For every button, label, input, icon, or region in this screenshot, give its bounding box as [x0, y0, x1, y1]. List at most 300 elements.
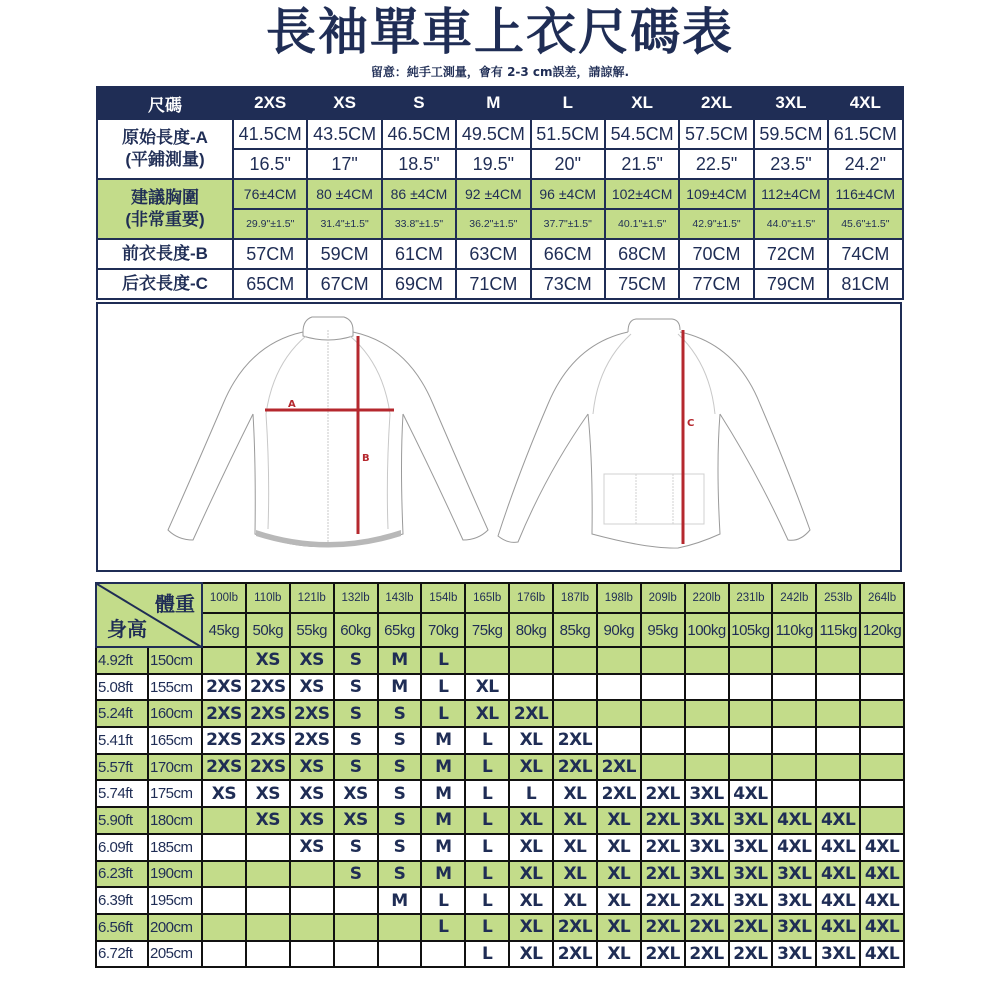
recommended-size-cell: 2XL — [729, 941, 773, 968]
height-ft: 5.24ft — [96, 700, 148, 727]
height-cm: 165cm — [148, 727, 202, 754]
weight-lb-header: 100lb — [202, 583, 246, 613]
weight-lb-header: 242lb — [772, 583, 816, 613]
recommended-size-cell — [290, 887, 334, 914]
back-c-value: 73CM — [531, 269, 605, 299]
recommended-size-cell — [860, 754, 904, 781]
weight-lb-header: 176lb — [509, 583, 553, 613]
length-a-inch: 18.5" — [382, 149, 456, 179]
recommended-size-cell: 4XL — [860, 861, 904, 888]
weight-kg-header: 80kg — [509, 613, 553, 647]
recommended-size-cell: XS — [290, 754, 334, 781]
weight-kg-header: 45kg — [202, 613, 246, 647]
height-ft: 6.56ft — [96, 914, 148, 941]
height-cm: 160cm — [148, 700, 202, 727]
recommended-size-cell — [641, 700, 685, 727]
recommended-size-cell: 2XL — [641, 914, 685, 941]
recommended-size-cell: XS — [334, 780, 378, 807]
recommended-size-cell: XS — [290, 674, 334, 701]
length-a-cm: 49.5CM — [456, 119, 530, 149]
recommended-size-cell: 2XL — [553, 941, 597, 968]
recommended-size-cell: 3XL — [685, 807, 729, 834]
height-cm: 170cm — [148, 754, 202, 781]
recommended-size-cell: XS — [202, 780, 246, 807]
recommended-size-cell: XL — [553, 861, 597, 888]
recommended-size-cell: L — [465, 780, 509, 807]
recommended-size-cell: S — [334, 700, 378, 727]
length-a-inch: 19.5" — [456, 149, 530, 179]
recommended-size-cell — [641, 727, 685, 754]
recommended-size-cell: M — [378, 674, 422, 701]
recommended-size-cell: S — [334, 861, 378, 888]
weight-lb-header: 132lb — [334, 583, 378, 613]
height-cm: 200cm — [148, 914, 202, 941]
recommended-size-cell: 2XL — [641, 861, 685, 888]
size-2xs: 2XS — [233, 87, 307, 119]
recommended-size-cell — [816, 727, 860, 754]
weight-kg-row — [96, 613, 904, 647]
recommended-size-cell: S — [378, 834, 422, 861]
chest-cm: 116±4CM — [828, 179, 902, 209]
recommended-size-cell: 3XL — [772, 887, 816, 914]
recommended-size-cell — [641, 647, 685, 674]
chest-label-line1: 建議胸圍 — [131, 188, 199, 207]
recommended-size-cell: 3XL — [772, 861, 816, 888]
length-a-cm: 51.5CM — [531, 119, 605, 149]
recommended-size-cell: S — [378, 780, 422, 807]
recommended-size-cell: 2XS — [202, 674, 246, 701]
recommended-size-cell: M — [421, 861, 465, 888]
weight-kg-header: 95kg — [641, 613, 685, 647]
recommended-size-cell: M — [378, 887, 422, 914]
recommended-size-cell: S — [334, 834, 378, 861]
height-cm: 185cm — [148, 834, 202, 861]
weight-lb-header: 121lb — [290, 583, 334, 613]
length-a-label-line1: 原始長度-A — [122, 128, 208, 147]
weight-kg-header: 100kg — [685, 613, 729, 647]
back-c-value: 75CM — [605, 269, 679, 299]
back-jersey-icon — [498, 319, 810, 548]
recommended-size-cell — [290, 914, 334, 941]
recommended-size-cell: L — [421, 914, 465, 941]
recommended-size-cell — [641, 674, 685, 701]
recommended-size-cell — [685, 700, 729, 727]
recommended-size-cell: 2XL — [641, 941, 685, 968]
length-a-cm-row — [97, 119, 903, 149]
recommended-size-cell: 3XL — [729, 807, 773, 834]
recommended-size-cell: 3XL — [816, 941, 860, 968]
height-ft: 5.41ft — [96, 727, 148, 754]
chest-cm: 92 ±4CM — [456, 179, 530, 209]
recommended-size-cell: 3XL — [772, 914, 816, 941]
recommended-size-cell: 2XL — [553, 754, 597, 781]
recommended-size-cell: XS — [290, 647, 334, 674]
chest-inch: 44.0"±1.5" — [754, 209, 828, 239]
recommended-size-cell: XL — [597, 834, 641, 861]
height-row — [96, 700, 904, 727]
height-ft: 6.23ft — [96, 861, 148, 888]
weight-lb-header: 154lb — [421, 583, 465, 613]
recommended-size-cell: XL — [465, 700, 509, 727]
size-m: M — [456, 87, 530, 119]
back-c-value: 81CM — [828, 269, 902, 299]
chest-label-line2: (非常重要) — [125, 210, 205, 229]
chest-cm: 102±4CM — [605, 179, 679, 209]
recommended-size-cell — [597, 674, 641, 701]
chest-cm: 109±4CM — [679, 179, 753, 209]
recommended-size-cell: 4XL — [816, 887, 860, 914]
recommended-size-cell: S — [378, 807, 422, 834]
recommended-size-cell: 2XL — [553, 914, 597, 941]
recommended-size-cell — [202, 834, 246, 861]
recommended-size-cell — [202, 861, 246, 888]
recommended-size-cell — [597, 700, 641, 727]
recommended-size-cell — [246, 861, 290, 888]
recommended-size-cell — [860, 700, 904, 727]
front-b-value: 66CM — [531, 239, 605, 269]
recommended-size-cell: XL — [509, 754, 553, 781]
recommended-size-cell — [772, 647, 816, 674]
size-s: S — [382, 87, 456, 119]
recommended-size-cell: S — [378, 754, 422, 781]
recommended-size-cell: XL — [597, 914, 641, 941]
recommended-size-cell — [641, 754, 685, 781]
recommended-size-cell: S — [334, 754, 378, 781]
recommended-size-cell: 2XS — [246, 754, 290, 781]
weight-kg-header: 105kg — [729, 613, 773, 647]
back-c-value: 69CM — [382, 269, 456, 299]
height-row — [96, 674, 904, 701]
length-a-inch: 24.2" — [828, 149, 902, 179]
recommended-size-cell — [729, 700, 773, 727]
recommended-size-cell — [685, 727, 729, 754]
height-ft: 5.90ft — [96, 807, 148, 834]
weight-lb-row — [96, 583, 904, 613]
recommended-size-cell — [509, 647, 553, 674]
recommended-size-cell: S — [378, 727, 422, 754]
height-cm: 205cm — [148, 941, 202, 968]
recommended-size-cell — [685, 647, 729, 674]
recommended-size-cell: 4XL — [729, 780, 773, 807]
recommended-size-cell — [860, 647, 904, 674]
recommended-size-cell — [729, 754, 773, 781]
recommended-size-cell — [246, 941, 290, 968]
recommended-size-cell: XL — [597, 861, 641, 888]
chest-inch: 36.2"±1.5" — [456, 209, 530, 239]
chest-label — [97, 179, 233, 239]
recommended-size-cell: L — [421, 700, 465, 727]
recommended-size-cell: XL — [553, 834, 597, 861]
recommended-size-cell: 4XL — [860, 941, 904, 968]
recommended-size-cell — [202, 647, 246, 674]
weight-kg-header: 110kg — [772, 613, 816, 647]
recommended-size-cell: XL — [509, 807, 553, 834]
recommended-size-cell: XS — [290, 834, 334, 861]
recommended-size-cell — [509, 674, 553, 701]
chest-cm: 112±4CM — [754, 179, 828, 209]
recommended-size-cell: XL — [509, 887, 553, 914]
recommended-size-cell: L — [421, 647, 465, 674]
recommended-size-cell: 2XL — [509, 700, 553, 727]
back-c-label: 后衣長度-C — [97, 269, 233, 299]
recommended-size-cell: XS — [246, 780, 290, 807]
length-a-label — [97, 119, 233, 179]
size-4xl: 4XL — [828, 87, 902, 119]
recommended-size-cell: 4XL — [860, 887, 904, 914]
recommended-size-cell: M — [421, 780, 465, 807]
recommended-size-cell: 2XS — [202, 727, 246, 754]
recommended-size-cell: 2XL — [685, 887, 729, 914]
height-row — [96, 834, 904, 861]
recommended-size-cell — [290, 861, 334, 888]
back-c-value: 79CM — [754, 269, 828, 299]
length-a-cm: 61.5CM — [828, 119, 902, 149]
recommended-size-cell: 3XL — [729, 861, 773, 888]
jersey-illustration — [96, 302, 902, 572]
recommended-size-cell: XL — [465, 674, 509, 701]
recommended-size-cell — [597, 727, 641, 754]
recommended-size-cell: L — [465, 861, 509, 888]
recommended-size-cell: XL — [509, 727, 553, 754]
height-ft: 5.57ft — [96, 754, 148, 781]
length-a-cm: 41.5CM — [233, 119, 307, 149]
measurement-table — [96, 86, 904, 300]
recommended-size-cell: S — [334, 674, 378, 701]
recommended-size-cell — [860, 674, 904, 701]
recommended-size-cell — [378, 914, 422, 941]
height-ft: 6.39ft — [96, 887, 148, 914]
front-jersey-icon — [168, 317, 488, 547]
recommended-size-cell: XS — [290, 807, 334, 834]
weight-lb-header: 110lb — [246, 583, 290, 613]
recommended-size-cell — [816, 647, 860, 674]
size-xl: XL — [605, 87, 679, 119]
recommended-size-cell: S — [378, 861, 422, 888]
recommended-size-cell: XL — [597, 807, 641, 834]
length-a-inch: 20" — [531, 149, 605, 179]
recommended-size-cell: L — [509, 780, 553, 807]
height-row — [96, 727, 904, 754]
recommended-size-cell: L — [421, 887, 465, 914]
recommended-size-cell: 4XL — [860, 914, 904, 941]
chest-cm: 76±4CM — [233, 179, 307, 209]
weight-lb-header: 220lb — [685, 583, 729, 613]
weight-kg-header: 75kg — [465, 613, 509, 647]
height-row — [96, 754, 904, 781]
length-a-cm: 46.5CM — [382, 119, 456, 149]
recommended-size-cell — [553, 700, 597, 727]
recommended-size-cell — [860, 807, 904, 834]
recommended-size-cell: S — [334, 727, 378, 754]
weight-lb-header: 209lb — [641, 583, 685, 613]
height-row — [96, 941, 904, 968]
height-axis-label: 身高 — [107, 617, 147, 641]
height-row — [96, 647, 904, 674]
label-a: A — [288, 399, 296, 410]
weight-lb-header: 143lb — [378, 583, 422, 613]
recommended-size-cell: S — [334, 647, 378, 674]
recommended-size-cell — [290, 941, 334, 968]
recommended-size-cell: 2XL — [685, 941, 729, 968]
recommended-size-cell: XS — [290, 780, 334, 807]
recommended-size-cell — [860, 780, 904, 807]
weight-kg-header: 85kg — [553, 613, 597, 647]
recommended-size-cell — [553, 647, 597, 674]
length-a-inch: 17" — [307, 149, 381, 179]
recommended-size-cell: S — [378, 700, 422, 727]
recommended-size-cell — [772, 674, 816, 701]
recommended-size-cell: L — [421, 674, 465, 701]
recommended-size-cell: 2XL — [641, 834, 685, 861]
recommended-size-cell: L — [465, 914, 509, 941]
chest-cm: 86 ±4CM — [382, 179, 456, 209]
weight-kg-header: 90kg — [597, 613, 641, 647]
measurement-note: 留意：純手工測量，會有 2-3 cm誤差，請諒解. — [370, 65, 630, 79]
recommended-size-cell: 2XL — [641, 780, 685, 807]
weight-kg-header: 70kg — [421, 613, 465, 647]
recommended-size-cell: 4XL — [772, 834, 816, 861]
recommended-size-cell: 2XS — [246, 674, 290, 701]
chest-inch: 45.6"±1.5" — [828, 209, 902, 239]
front-b-value: 59CM — [307, 239, 381, 269]
recommended-size-cell: 4XL — [816, 914, 860, 941]
recommended-size-cell: 2XL — [641, 887, 685, 914]
height-cm: 190cm — [148, 861, 202, 888]
recommended-size-cell — [729, 727, 773, 754]
recommended-size-cell: 2XS — [202, 754, 246, 781]
back-c-value: 77CM — [679, 269, 753, 299]
recommended-size-cell: 4XL — [772, 807, 816, 834]
recommended-size-cell — [246, 834, 290, 861]
label-b: B — [362, 453, 370, 464]
chest-cm-row — [97, 179, 903, 209]
jersey-diagram-svg — [98, 304, 900, 570]
front-b-value: 74CM — [828, 239, 902, 269]
recommended-size-cell: 2XS — [246, 700, 290, 727]
back-c-value: 67CM — [307, 269, 381, 299]
weight-axis-label: 體重 — [155, 592, 195, 616]
recommended-size-cell — [553, 674, 597, 701]
front-b-value: 61CM — [382, 239, 456, 269]
front-b-value: 68CM — [605, 239, 679, 269]
height-row — [96, 914, 904, 941]
height-row — [96, 807, 904, 834]
length-a-inch: 16.5" — [233, 149, 307, 179]
recommended-size-cell: XS — [246, 807, 290, 834]
chest-inch: 42.9"±1.5" — [679, 209, 753, 239]
size-header-label: 尺碼 — [97, 87, 233, 119]
recommended-size-cell: M — [378, 647, 422, 674]
recommended-size-cell: XL — [553, 807, 597, 834]
recommended-size-cell — [246, 887, 290, 914]
chest-inch: 31.4"±1.5" — [307, 209, 381, 239]
chest-inch: 33.8"±1.5" — [382, 209, 456, 239]
recommended-size-cell: M — [421, 754, 465, 781]
recommended-size-cell: XL — [509, 941, 553, 968]
label-c: C — [687, 418, 695, 429]
recommended-size-cell: 4XL — [816, 807, 860, 834]
recommended-size-cell: XL — [597, 887, 641, 914]
size-xs: XS — [307, 87, 381, 119]
weight-kg-header: 65kg — [378, 613, 422, 647]
recommended-size-cell: L — [465, 941, 509, 968]
recommended-size-cell: 2XL — [553, 727, 597, 754]
recommended-size-cell: 4XL — [860, 834, 904, 861]
recommended-size-cell — [772, 754, 816, 781]
recommended-size-cell — [421, 941, 465, 968]
length-a-inch: 22.5" — [679, 149, 753, 179]
chest-inch: 29.9"±1.5" — [233, 209, 307, 239]
recommended-size-cell: XL — [597, 941, 641, 968]
length-a-inch: 21.5" — [605, 149, 679, 179]
height-cm: 150cm — [148, 647, 202, 674]
height-cm: 175cm — [148, 780, 202, 807]
recommended-size-cell — [816, 700, 860, 727]
recommended-size-cell: L — [465, 807, 509, 834]
recommended-size-cell: XL — [509, 861, 553, 888]
recommended-size-cell: 2XL — [597, 780, 641, 807]
recommended-size-cell: 3XL — [729, 887, 773, 914]
weight-lb-header: 264lb — [860, 583, 904, 613]
recommended-size-cell: XL — [509, 914, 553, 941]
recommended-size-cell — [246, 914, 290, 941]
recommended-size-cell — [729, 647, 773, 674]
recommended-size-cell: XS — [246, 647, 290, 674]
recommended-size-cell — [202, 914, 246, 941]
recommended-size-cell: 3XL — [772, 941, 816, 968]
front-b-label: 前衣長度-B — [97, 239, 233, 269]
recommended-size-cell — [772, 727, 816, 754]
recommended-size-cell: L — [465, 887, 509, 914]
front-b-value: 63CM — [456, 239, 530, 269]
length-a-cm: 57.5CM — [679, 119, 753, 149]
size-2xl: 2XL — [679, 87, 753, 119]
recommended-size-cell: M — [421, 807, 465, 834]
weight-kg-header: 120kg — [860, 613, 904, 647]
height-ft: 5.08ft — [96, 674, 148, 701]
height-ft: 6.72ft — [96, 941, 148, 968]
recommended-size-cell: XL — [553, 887, 597, 914]
recommended-size-cell — [729, 674, 773, 701]
height-row — [96, 887, 904, 914]
recommended-size-cell — [685, 674, 729, 701]
back-c-row — [97, 269, 903, 299]
recommended-size-cell — [860, 727, 904, 754]
recommended-size-cell: 2XL — [641, 807, 685, 834]
recommended-size-cell — [816, 754, 860, 781]
weight-lb-header: 198lb — [597, 583, 641, 613]
height-row — [96, 861, 904, 888]
recommended-size-cell: 3XL — [685, 834, 729, 861]
recommended-size-cell: 3XL — [685, 780, 729, 807]
recommended-size-cell — [816, 674, 860, 701]
recommended-size-cell — [597, 647, 641, 674]
length-a-cm: 43.5CM — [307, 119, 381, 149]
weight-kg-header: 50kg — [246, 613, 290, 647]
recommended-size-cell: 2XS — [290, 727, 334, 754]
recommended-size-cell — [772, 700, 816, 727]
height-cm: 155cm — [148, 674, 202, 701]
recommended-size-cell — [202, 807, 246, 834]
body-size-chart — [95, 582, 905, 968]
chest-cm: 96 ±4CM — [531, 179, 605, 209]
size-l: L — [531, 87, 605, 119]
height-cm: 180cm — [148, 807, 202, 834]
weight-lb-header: 187lb — [553, 583, 597, 613]
length-a-inch: 23.5" — [754, 149, 828, 179]
size-3xl: 3XL — [754, 87, 828, 119]
height-ft: 5.74ft — [96, 780, 148, 807]
